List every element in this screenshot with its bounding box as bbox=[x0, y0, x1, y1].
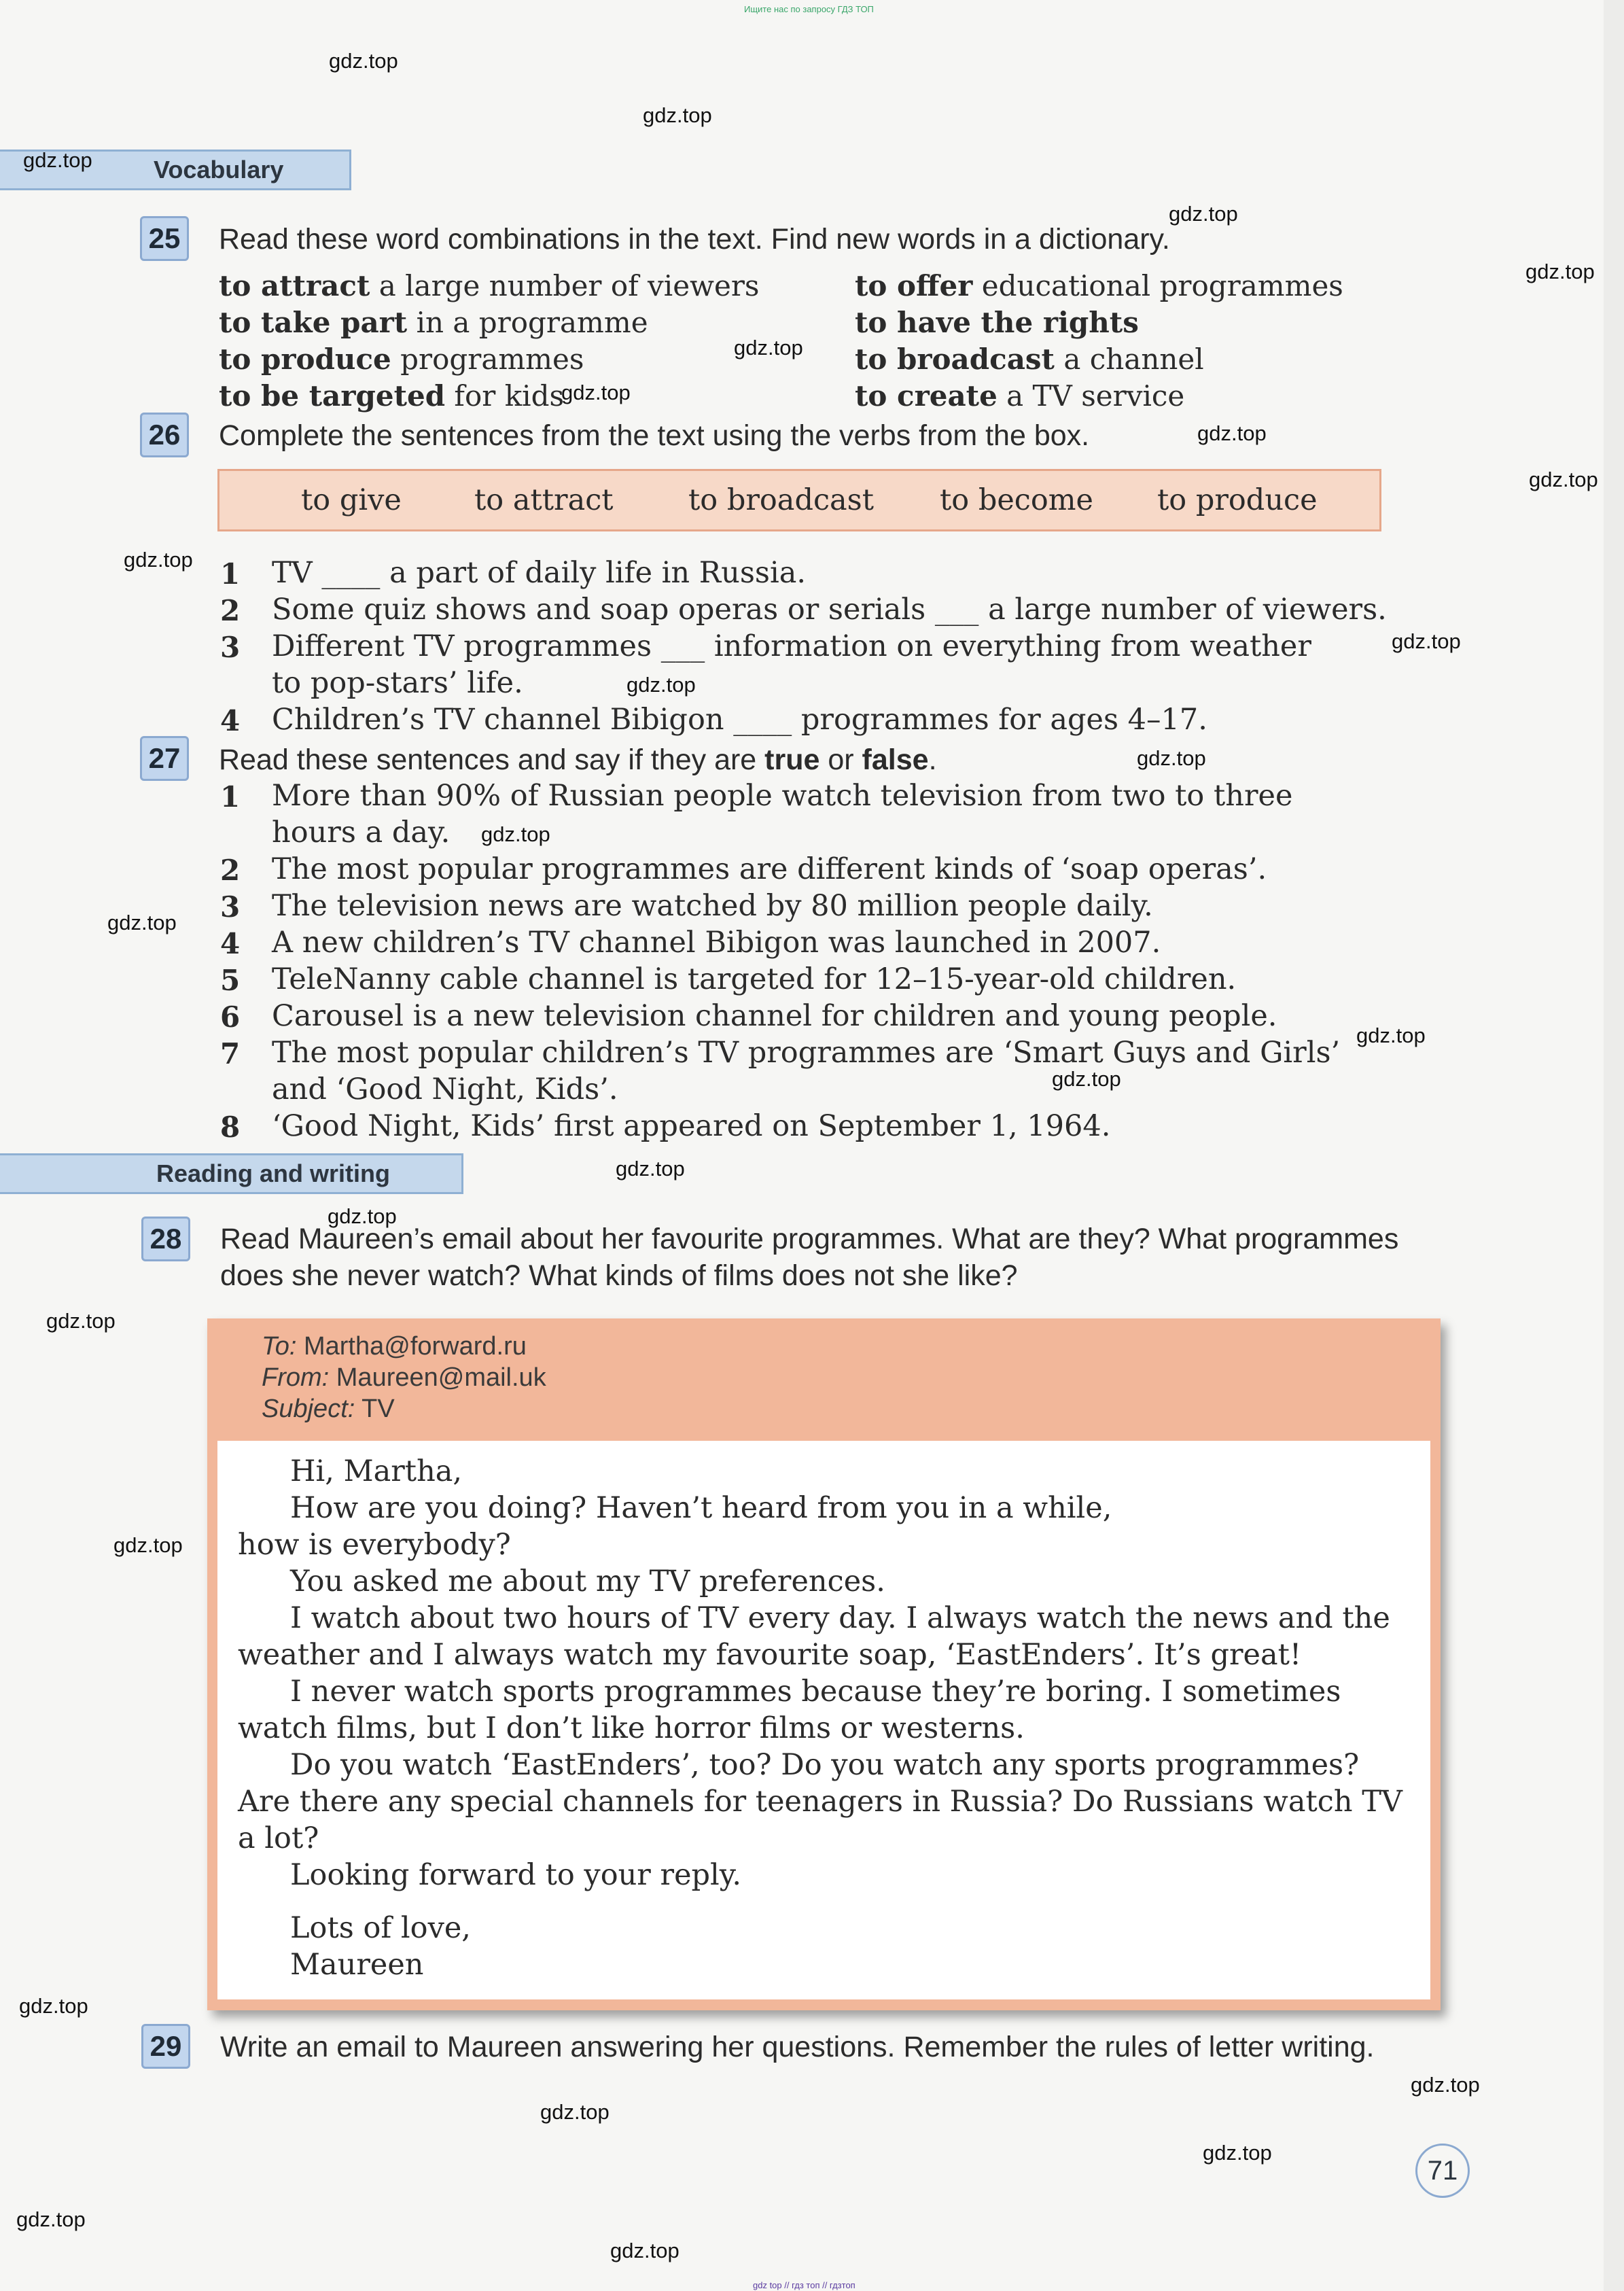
item-number: 4 bbox=[220, 704, 241, 737]
watermark: gdz.top bbox=[46, 1309, 116, 1333]
word-combination: to have the rights bbox=[855, 306, 1139, 339]
email-line: Do you watch ‘EastEnders’, too? Do you watch any sports programmes? bbox=[290, 1748, 1360, 1782]
exercise-28-line-1: Read Maureen’s email about her favourite programmes. What are they? What programmes bbox=[220, 1223, 1399, 1255]
email-signature: Maureen bbox=[290, 1948, 424, 1982]
word-combination: to broadcast a channel bbox=[855, 343, 1204, 376]
watermark: gdz.top bbox=[1411, 2073, 1480, 2097]
watermark: gdz.top bbox=[643, 103, 712, 127]
exercise-27-number: 27 bbox=[140, 736, 189, 781]
exercise-29-number: 29 bbox=[141, 2024, 190, 2069]
word-combination: to be targeted for kids bbox=[219, 379, 565, 413]
sentence-26-1: TV ____ a part of daily life in Russia. bbox=[272, 556, 807, 590]
exercise-26-number: 26 bbox=[140, 413, 189, 457]
word-combination: to attract a large number of viewers bbox=[219, 269, 760, 302]
email-from: From: Maureen@mail.uk bbox=[262, 1363, 546, 1392]
item-number: 3 bbox=[220, 890, 241, 924]
page-number: 71 bbox=[1415, 2144, 1470, 2198]
watermark: gdz.top bbox=[107, 911, 177, 934]
item-number: 7 bbox=[220, 1037, 241, 1070]
item-number: 4 bbox=[220, 927, 241, 960]
watermark: gdz.top bbox=[19, 1994, 88, 2018]
verb-option: to produce bbox=[1157, 483, 1318, 517]
email-line: I never watch sports programmes because they’re boring. I sometimes bbox=[290, 1675, 1341, 1709]
watermark: gdz.top bbox=[1197, 421, 1267, 445]
sentence-26-3: Different TV programmes ___ information on everything from weather bbox=[272, 629, 1311, 663]
watermark: gdz.top bbox=[23, 148, 92, 172]
item-number: 1 bbox=[220, 557, 241, 591]
statement-27-3: The television news are watched by 80 million people daily. bbox=[272, 889, 1153, 923]
reading-writing-section-bar bbox=[0, 1153, 463, 1194]
email-line: Looking forward to your reply. bbox=[290, 1858, 742, 1892]
exercise-25-instruction: Read these word combinations in the text. Find new words in a dictionary. bbox=[219, 223, 1170, 256]
verb-option: to give bbox=[301, 483, 402, 517]
statement-27-7: The most popular children’s TV programmes are ‘Smart Guys and Girls’ bbox=[272, 1036, 1341, 1070]
watermark: gdz.top bbox=[16, 2207, 86, 2231]
item-number: 2 bbox=[220, 594, 241, 627]
vocabulary-label: Vocabulary bbox=[154, 156, 284, 183]
email-line: I watch about two hours of TV every day. I always watch the news and the bbox=[290, 1601, 1390, 1635]
email-to: To: Martha@forward.ru bbox=[262, 1332, 527, 1361]
word-combination: to create a TV service bbox=[855, 379, 1185, 413]
verb-option: to broadcast bbox=[688, 483, 875, 517]
verb-option: to become bbox=[940, 483, 1094, 517]
word-combination: to offer educational programmes bbox=[855, 269, 1343, 302]
watermark: gdz.top bbox=[124, 548, 193, 572]
verb-option: to attract bbox=[474, 483, 614, 517]
email-card bbox=[207, 1318, 1441, 2010]
email-body bbox=[217, 1441, 1430, 1999]
watermark: gdz.top bbox=[1392, 629, 1461, 653]
item-number: 5 bbox=[220, 964, 241, 997]
statement-27-1: More than 90% of Russian people watch television from two to three bbox=[272, 779, 1293, 813]
email-line: weather and I always watch my favourite soap, ‘EastEnders’. It’s great! bbox=[238, 1638, 1302, 1672]
email-line: how is everybody? bbox=[238, 1528, 511, 1562]
word-combination: to produce programmes bbox=[219, 343, 584, 376]
item-number: 1 bbox=[220, 780, 241, 814]
watermark: gdz.top bbox=[1356, 1024, 1426, 1047]
watermark: gdz.top bbox=[1203, 2141, 1272, 2165]
item-number: 8 bbox=[220, 1110, 241, 1144]
item-number: 2 bbox=[220, 854, 241, 887]
email-line: You asked me about my TV preferences. bbox=[290, 1564, 885, 1598]
exercise-27-instruction: Read these sentences and say if they are true or false. bbox=[219, 744, 937, 776]
watermark: gdz.top bbox=[1529, 468, 1598, 491]
watermark: gdz.top bbox=[610, 2239, 679, 2262]
watermark: gdz.top bbox=[616, 1157, 685, 1181]
verb-box bbox=[217, 469, 1381, 531]
email-line: watch films, but I don’t like horror films or westerns. bbox=[238, 1711, 1025, 1745]
email-subject: Subject: TV bbox=[262, 1395, 395, 1423]
statement-27-4: A new children’s TV channel Bibigon was launched in 2007. bbox=[272, 926, 1161, 960]
email-line: a lot? bbox=[238, 1821, 319, 1855]
watermark: gdz.top bbox=[1525, 260, 1595, 283]
item-number: 3 bbox=[220, 631, 241, 664]
statement-27-5: TeleNanny cable channel is targeted for 12–15-year-old children. bbox=[272, 962, 1237, 996]
bottom-note: gdz top // гдз топ // гдзтоп bbox=[753, 2280, 855, 2290]
exercise-28-number: 28 bbox=[141, 1217, 190, 1261]
statement-27-6: Carousel is a new television channel for children and young people. bbox=[272, 999, 1277, 1033]
email-line: How are you doing? Haven’t heard from you in a while, bbox=[290, 1491, 1112, 1525]
reading-writing-label: Reading and writing bbox=[156, 1159, 391, 1187]
top-search-note: Ищите нас по запросу ГДЗ ТОП bbox=[744, 4, 874, 14]
statement-27-2: The most popular programmes are different kinds of ‘soap operas’. bbox=[272, 852, 1267, 886]
email-line: Hi, Martha, bbox=[290, 1454, 463, 1488]
watermark: gdz.top bbox=[481, 822, 550, 846]
item-number: 6 bbox=[220, 1000, 241, 1034]
email-line: Are there any special channels for teenagers in Russia? Do Russians watch TV bbox=[238, 1785, 1402, 1819]
watermark: gdz.top bbox=[1169, 202, 1238, 226]
statement-27-8: ‘Good Night, Kids’ first appeared on September 1, 1964. bbox=[272, 1109, 1111, 1143]
email-signoff: Lots of love, bbox=[290, 1911, 471, 1945]
watermark: gdz.top bbox=[540, 2100, 610, 2124]
watermark: gdz.top bbox=[561, 381, 631, 404]
exercise-28-line-2: does she never watch? What kinds of films does not she like? bbox=[220, 1259, 1018, 1292]
watermark: gdz.top bbox=[329, 49, 398, 73]
watermark: gdz.top bbox=[1052, 1067, 1121, 1091]
word-combination: to take part in a programme bbox=[219, 306, 648, 339]
watermark: gdz.top bbox=[1137, 746, 1206, 770]
statement-27-7-cont: and ‘Good Night, Kids’. bbox=[272, 1072, 618, 1106]
sentence-26-2: Some quiz shows and soap operas or serials ___ a large number of viewers. bbox=[272, 593, 1387, 627]
watermark: gdz.top bbox=[626, 673, 696, 697]
exercise-29-instruction: Write an email to Maureen answering her questions. Remember the rules of letter writing. bbox=[220, 2031, 1375, 2063]
watermark: gdz.top bbox=[734, 336, 803, 360]
statement-27-1-cont: hours a day. bbox=[272, 816, 451, 850]
watermark: gdz.top bbox=[328, 1204, 397, 1228]
sentence-26-3-cont: to pop-stars’ life. bbox=[272, 666, 523, 700]
sentence-26-4: Children’s TV channel Bibigon ____ programmes for ages 4–17. bbox=[272, 703, 1207, 737]
exercise-26-instruction: Complete the sentences from the text using the verbs from the box. bbox=[219, 419, 1090, 452]
watermark: gdz.top bbox=[113, 1533, 183, 1557]
exercise-25-number: 25 bbox=[140, 216, 189, 261]
